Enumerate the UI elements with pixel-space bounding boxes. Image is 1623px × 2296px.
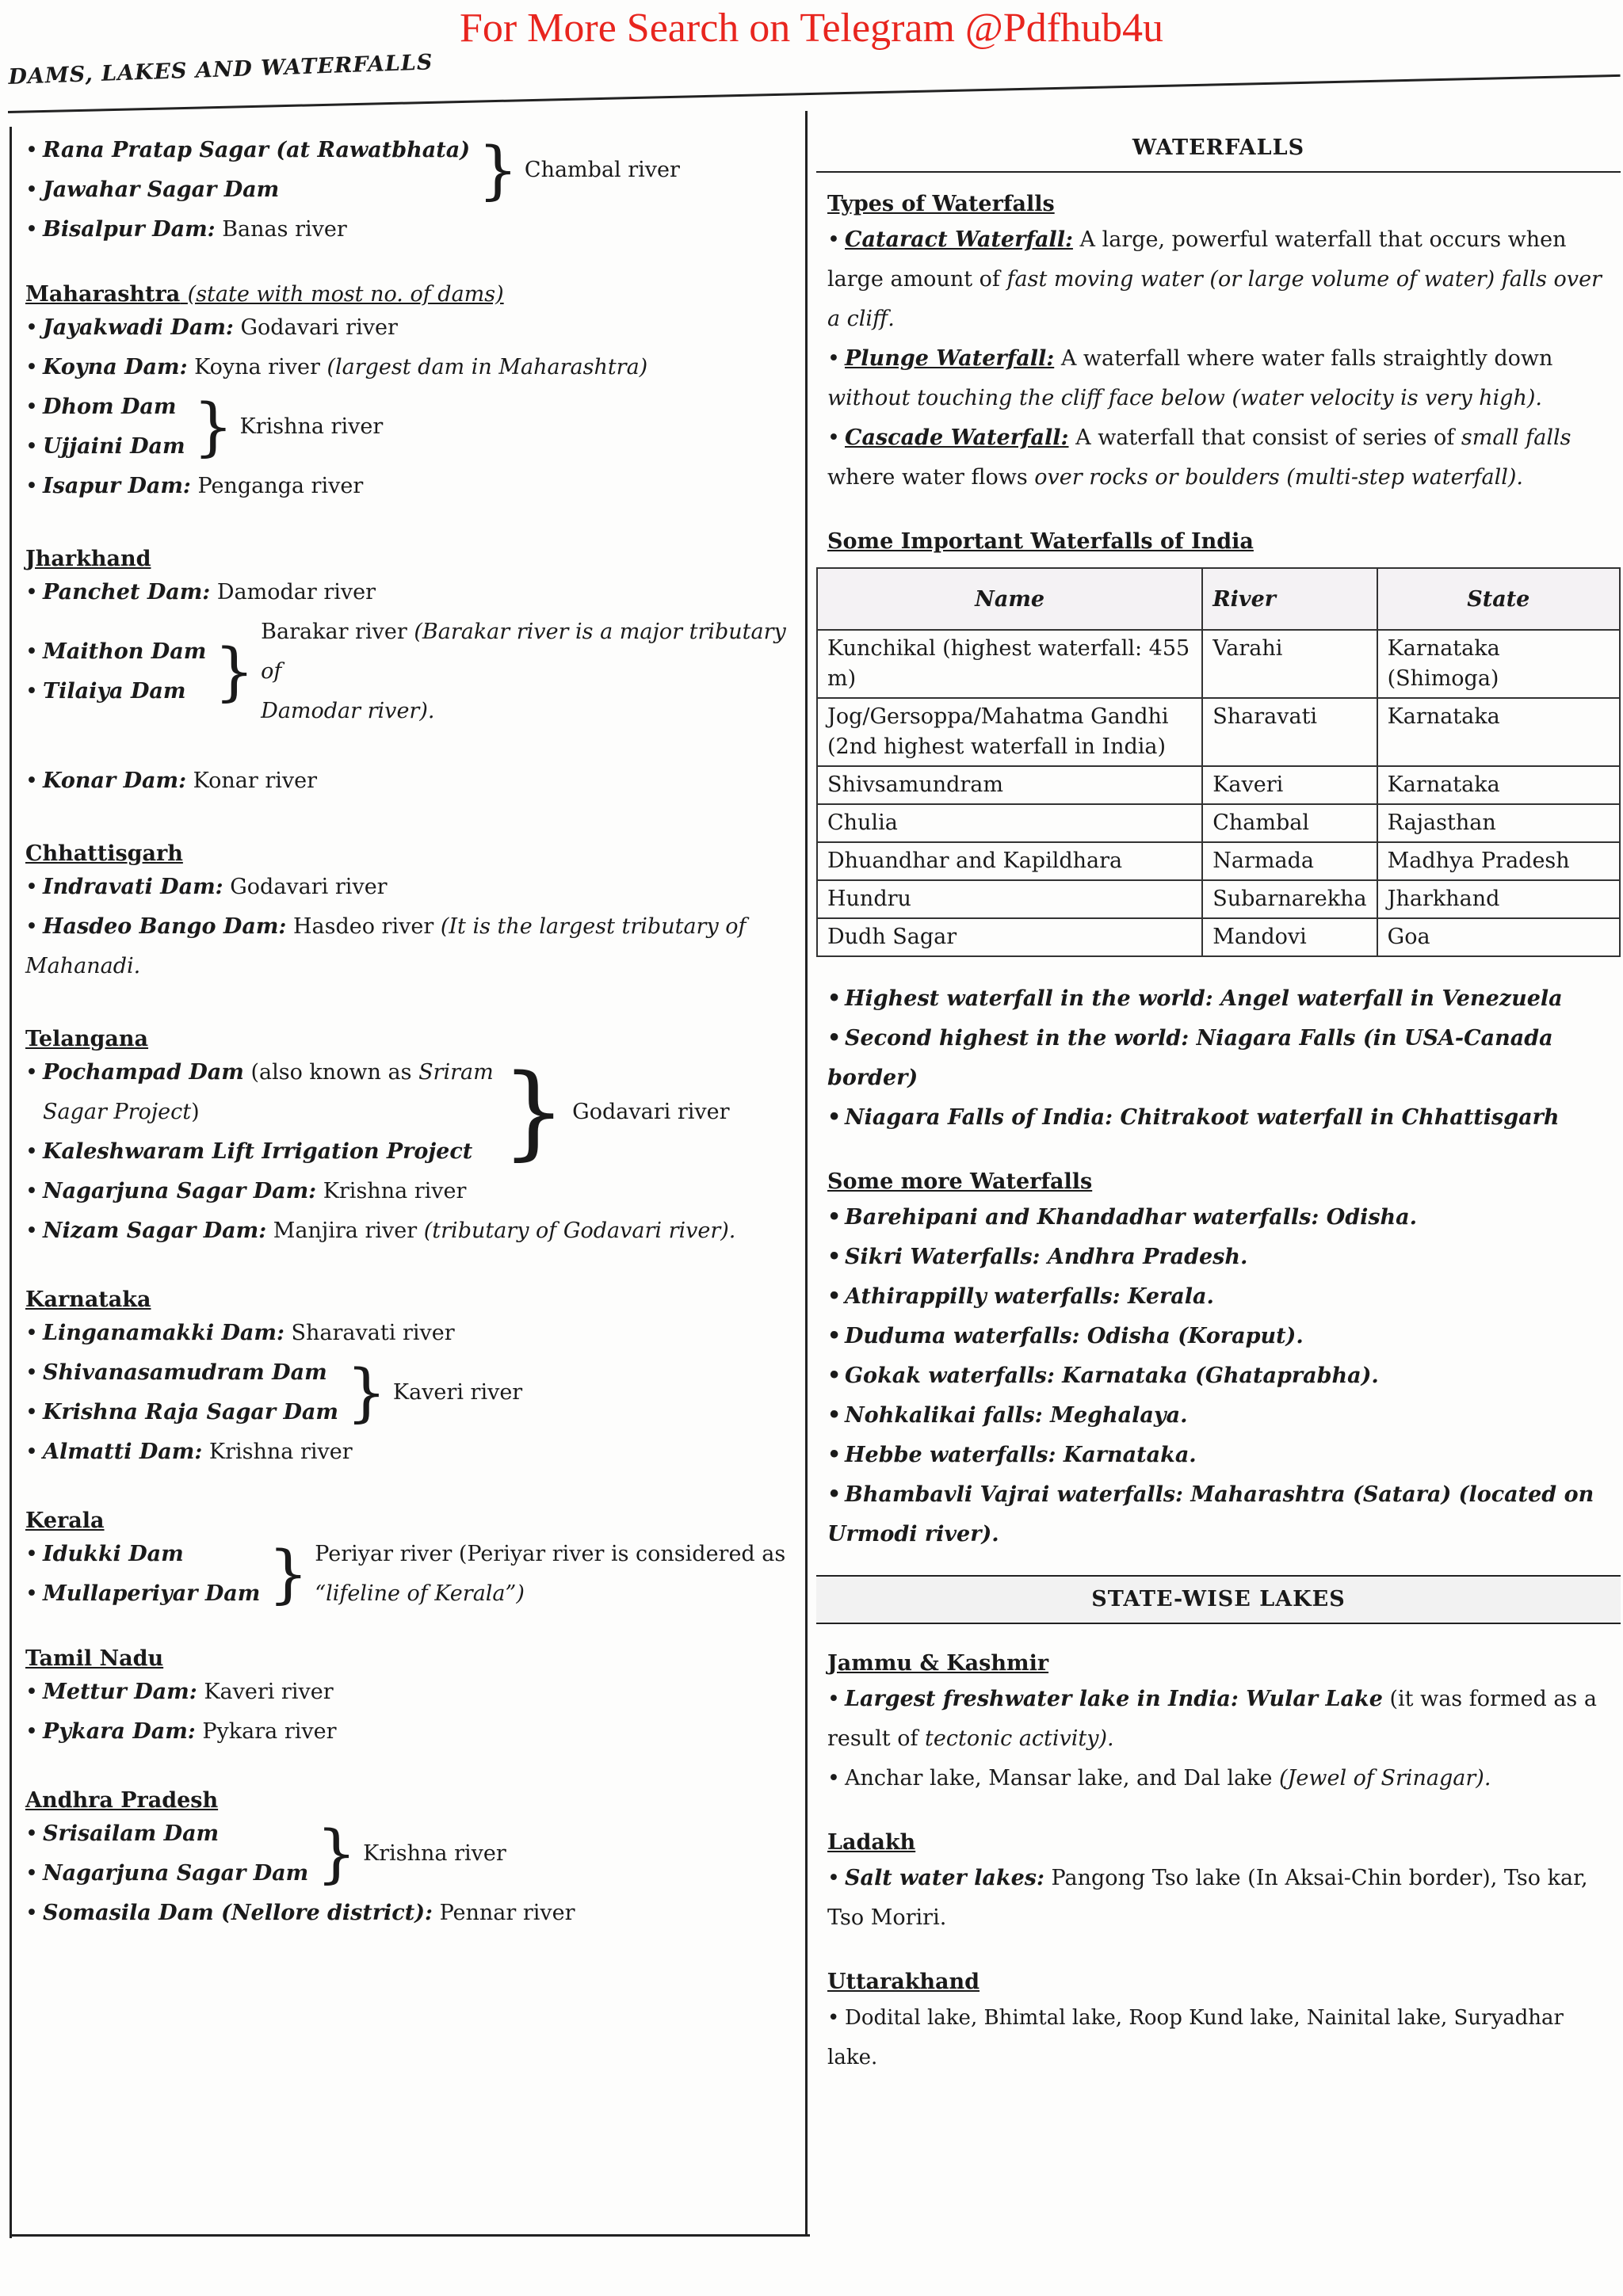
table-cell: Karnataka: [1377, 766, 1620, 804]
dam-group-godavari: [25, 1053, 798, 1172]
column-header: Name: [817, 568, 1202, 630]
state-title: Jammu & Kashmir: [827, 1651, 1049, 1676]
frame-left-line: [10, 127, 12, 2238]
column-header: State: [1377, 568, 1620, 630]
state-title: Kerala: [25, 1508, 105, 1533]
dam-item: • Linganamakki Dam: Sharavati river: [25, 1321, 455, 1345]
lakes-heading: STATE-WISE LAKES: [816, 1575, 1621, 1624]
waterfall-type-cascade: • Cascade Waterfall: A waterfall that consist of series of small falls where water flows over rocks or boulders (multi-step waterfall).: [827, 425, 1571, 490]
table-cell: Jog/Gersoppa/Mahatma Gandhi (2nd highest waterfall in India): [817, 698, 1202, 766]
lake-item: • Anchar lake, Mansar lake, and Dal lake (Jewel of Srinagar).: [827, 1766, 1491, 1791]
table-cell: Varahi: [1202, 630, 1377, 698]
dam-group-chambal: [25, 131, 798, 210]
more-waterfall-item: • Barehipani and Khandadhar waterfalls: Odisha.: [827, 1205, 1418, 1230]
dam-item-continued: Sagar Project): [43, 1100, 200, 1124]
fact-item: • Second highest in the world: Niagara Falls (in USA-Canada border): [827, 1026, 1553, 1090]
brace-icon: }: [478, 133, 518, 207]
table-cell: Kaveri: [1202, 766, 1377, 804]
brace-icon: }: [316, 1817, 357, 1890]
table-cell: Hundru: [817, 880, 1202, 918]
lakes-section: [816, 1624, 1621, 2077]
brace-icon: }: [268, 1537, 309, 1611]
state-title: Chhattisgarh: [25, 841, 183, 866]
brace-icon: }: [346, 1356, 387, 1429]
frame-bottom-line: [10, 2234, 810, 2237]
group-river: Godavari river: [572, 1100, 730, 1124]
dam-item: • Somasila Dam (Nellore district): Pennar river: [25, 1901, 575, 1925]
table-row: [817, 804, 1620, 842]
waterfall-types-section: [816, 173, 1621, 558]
section-subheading: Some more Waterfalls: [827, 1169, 1093, 1194]
group-river: Krishna river: [239, 414, 384, 439]
lake-item: • Dodital lake, Bhimtal lake, Roop Kund lake, Nainital lake, Suryadhar lake.: [827, 2006, 1564, 2069]
dams-column: [25, 131, 798, 1933]
column-divider: [805, 111, 808, 2234]
more-waterfall-item: • Duduma waterfalls: Odisha (Koraput).: [827, 1324, 1304, 1348]
table-cell: Kunchikal (highest waterfall: 455 m): [817, 630, 1202, 698]
state-title: Telangana: [25, 1027, 149, 1051]
table-cell: Sharavati: [1202, 698, 1377, 766]
dam-item: • Hasdeo Bango Dam: Hasdeo river (It is the largest tributary of: [25, 914, 747, 939]
dam-group-periyar: [25, 1535, 798, 1614]
dam-item: • Pykara Dam: Pykara river: [25, 1719, 337, 1744]
dam-item: • Indravati Dam: Godavari river: [25, 875, 388, 899]
dam-item: • Konar Dam: Konar river: [25, 769, 318, 793]
group-river: Chambal river: [524, 158, 680, 182]
table-cell: Karnataka (Shimoga): [1377, 630, 1620, 698]
lake-item: • Salt water lakes: Pangong Tso lake (In Aksai-Chin border), Tso kar, Tso Moriri.: [827, 1866, 1588, 1930]
state-title: Uttarakhand: [827, 1970, 980, 1994]
group-river: Kaveri river: [392, 1380, 523, 1405]
dam-group-barakar: [25, 612, 798, 731]
dam-item: • Bisalpur Dam: Banas river: [25, 217, 347, 242]
maharashtra-section: [25, 281, 798, 506]
group-river: Periyar river (Periyar river is considered as “lifeline of Kerala”): [315, 1542, 786, 1606]
dam-item: • Panchet Dam: Damodar river: [25, 580, 376, 605]
andhra-pradesh-section: [25, 1787, 798, 1933]
state-title: Ladakh: [827, 1830, 916, 1855]
karnataka-section: [25, 1287, 798, 1472]
table-cell: Narmada: [1202, 842, 1377, 880]
dam-item: • Almatti Dam: Krishna river: [25, 1440, 353, 1464]
table-cell: Chulia: [817, 804, 1202, 842]
dam-item: • Idukki Dam: [25, 1542, 184, 1566]
dam-note-continued: Mahanadi.: [25, 954, 141, 978]
dam-item: • Koyna Dam: Koyna river (largest dam in Maharashtra): [25, 355, 648, 379]
dam-item: • Nagarjuna Sagar Dam: [25, 1861, 309, 1886]
more-waterfall-item: • Gokak waterfalls: Karnataka (Ghataprabha).: [827, 1363, 1379, 1388]
waterfall-facts: [816, 957, 1621, 1554]
jharkhand-section: [25, 546, 798, 801]
table-row: [817, 630, 1620, 698]
dam-group-krishna-ap: [25, 1814, 798, 1894]
telegram-banner: For More Search on Telegram @Pdfhub4u: [459, 6, 1164, 51]
brace-icon: }: [214, 635, 255, 708]
table-cell: Jharkhand: [1377, 880, 1620, 918]
table-cell: Chambal: [1202, 804, 1377, 842]
table-cell: Mandovi: [1202, 918, 1377, 956]
kerala-section: [25, 1508, 798, 1614]
section-subheading: Some Important Waterfalls of India: [827, 529, 1254, 554]
state-title: Karnataka: [25, 1287, 151, 1312]
table-cell: Madhya Pradesh: [1377, 842, 1620, 880]
dam-item: • Rana Pratap Sagar (at Rawatbhata): [25, 138, 470, 162]
dam-item: • Pochampad Dam (also known as Sriram: [25, 1060, 494, 1085]
telangana-section: [25, 1026, 798, 1251]
table-cell: Karnataka: [1377, 698, 1620, 766]
more-waterfall-item: • Sikri Waterfalls: Andhra Pradesh.: [827, 1245, 1248, 1269]
dam-item: • Kaleshwaram Lift Irrigation Project: [25, 1139, 473, 1164]
state-title: Jharkhand: [25, 547, 151, 571]
table-header-row: [817, 568, 1620, 630]
state-title: Maharashtra: [25, 282, 181, 307]
dam-item: • Mettur Dam: Kaveri river: [25, 1680, 334, 1704]
brace-icon: }: [501, 1053, 567, 1171]
table-cell: Dhuandhar and Kapildhara: [817, 842, 1202, 880]
table-row: [817, 880, 1620, 918]
waterfalls-heading: WATERFALLS: [816, 125, 1621, 173]
rajasthan-section: [25, 131, 798, 250]
dam-item: • Srisailam Dam: [25, 1821, 220, 1846]
dam-item: • Mullaperiyar Dam: [25, 1581, 261, 1606]
dam-item: • Tilaiya Dam: [25, 679, 186, 704]
waterfalls-lakes-column: [816, 119, 1621, 2077]
fact-item: • Niagara Falls of India: Chitrakoot waterfall in Chhattisgarh: [827, 1105, 1560, 1130]
state-title: Tamil Nadu: [25, 1646, 164, 1671]
dam-item: • Krishna Raja Sagar Dam: [25, 1400, 338, 1425]
dam-item: • Maithon Dam: [25, 639, 207, 664]
chhattisgarh-section: [25, 841, 798, 986]
table-cell: Goa: [1377, 918, 1620, 956]
table-cell: Rajasthan: [1377, 804, 1620, 842]
column-header: River: [1202, 568, 1377, 630]
table-cell: Subarnarekha: [1202, 880, 1377, 918]
fact-item: • Highest waterfall in the world: Angel waterfall in Venezuela: [827, 986, 1563, 1011]
more-waterfall-item: • Nohkalikai falls: Meghalaya.: [827, 1403, 1188, 1428]
dam-group-krishna: [25, 387, 798, 467]
waterfalls-table: [816, 567, 1621, 957]
dam-item: • Isapur Dam: Penganga river: [25, 474, 364, 498]
table-row: [817, 842, 1620, 880]
waterfall-type-cataract: • Cataract Waterfall: A large, powerful waterfall that occurs when large amount of fast moving water (or large volume of water) falls over a cliff.: [827, 227, 1602, 331]
state-title: Andhra Pradesh: [25, 1788, 219, 1813]
group-river: Krishna river: [363, 1841, 506, 1866]
dam-item: • Shivanasamudram Dam: [25, 1360, 327, 1385]
more-waterfall-item: • Hebbe waterfalls: Karnataka.: [827, 1443, 1197, 1467]
dam-item: • Nizam Sagar Dam: Manjira river (tributary of Godavari river).: [25, 1219, 736, 1243]
dam-item: • Nagarjuna Sagar Dam: Krishna river: [25, 1179, 467, 1203]
brace-icon: }: [193, 390, 234, 463]
table-row: [817, 698, 1620, 766]
dam-item: • Dhom Dam: [25, 395, 177, 419]
lake-item: • Largest freshwater lake in India: Wular Lake (it was formed as a result of tectonic activity).: [827, 1687, 1597, 1751]
dam-group-kaveri: [25, 1353, 798, 1432]
tamil-nadu-section: [25, 1646, 798, 1752]
group-river: Barakar river (Barakar river is a major tributary of Damodar river).: [261, 620, 786, 723]
page-title: DAMS, LAKES AND WATERFALLS: [8, 50, 433, 90]
state-note: (state with most no. of dams): [187, 282, 504, 307]
dam-item: • Jayakwadi Dam: Godavari river: [25, 315, 398, 340]
table-cell: Dudh Sagar: [817, 918, 1202, 956]
table-row: [817, 918, 1620, 956]
dam-item: • Ujjaini Dam: [25, 434, 185, 459]
more-waterfall-item: • Bhambavli Vajrai waterfalls: Maharashtra (Satara) (located on Urmodi river).: [827, 1482, 1594, 1547]
section-subheading: Types of Waterfalls: [827, 192, 1055, 216]
table-row: [817, 766, 1620, 804]
dam-item: • Jawahar Sagar Dam: [25, 177, 280, 202]
waterfall-type-plunge: • Plunge Waterfall: A waterfall where water falls straightly down without touching the cliff face below (water velocity is very high).: [827, 346, 1553, 410]
table-cell: Shivsamundram: [817, 766, 1202, 804]
more-waterfall-item: • Athirappilly waterfalls: Kerala.: [827, 1284, 1214, 1309]
